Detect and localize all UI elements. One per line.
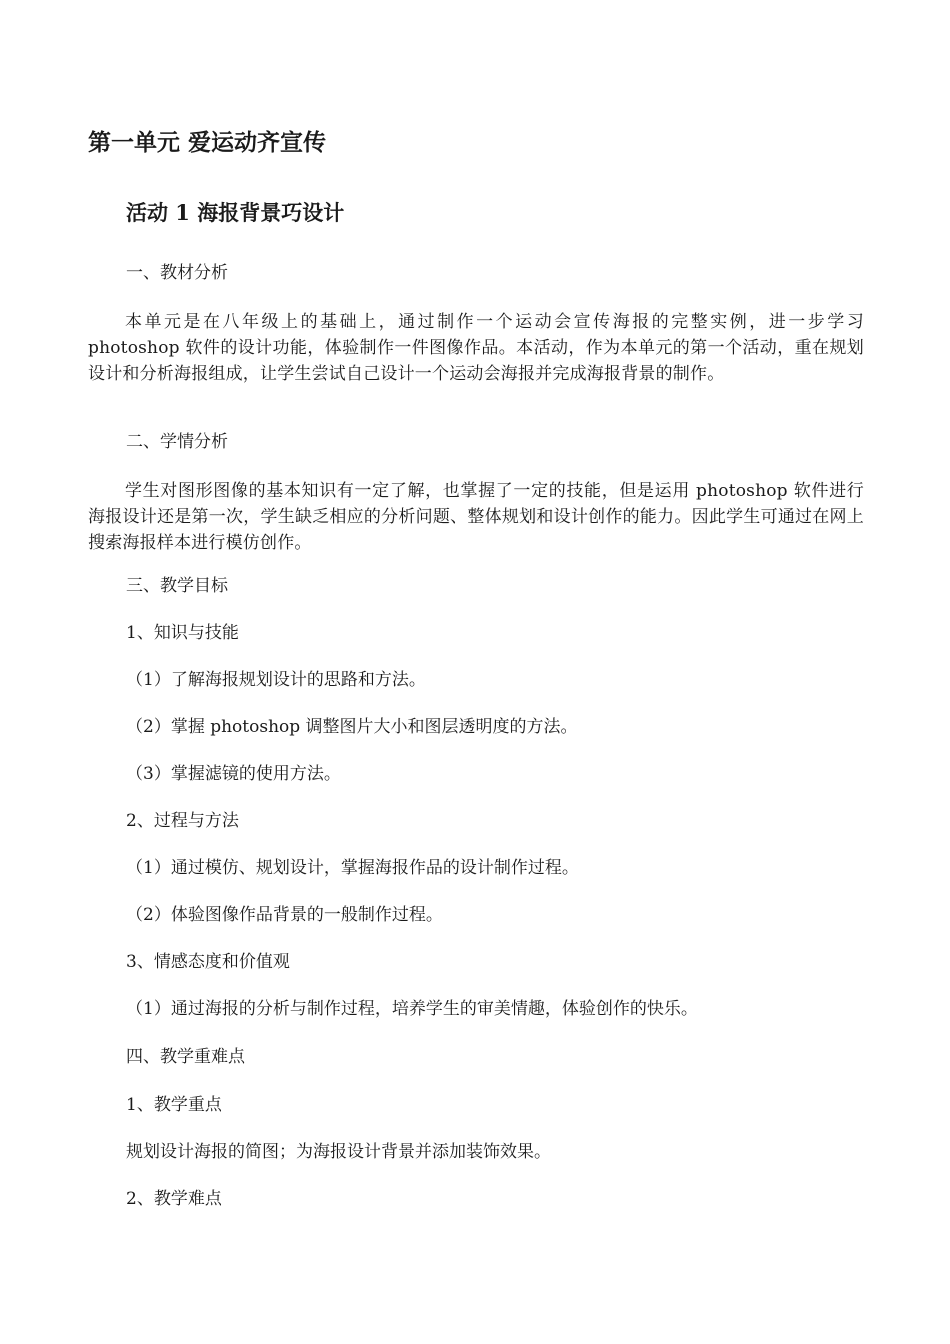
list-item: （2）掌握 photoshop 调整图片大小和图层透明度的方法。: [126, 717, 578, 737]
key-points-text: 规划设计海报的简图；为海报设计背景并添加装饰效果。: [126, 1142, 551, 1162]
subheading-knowledge-skills: 1、知识与技能: [126, 623, 239, 643]
section-heading-key-difficult-points: 四、教学重难点: [126, 1047, 245, 1067]
section-heading-textbook-analysis: 一、教材分析: [126, 263, 228, 283]
section-heading-teaching-goals: 三、教学目标: [126, 576, 228, 596]
unit-title: 第一单元 爱运动齐宣传: [88, 129, 327, 156]
subheading-attitude-values: 3、情感态度和价值观: [126, 952, 290, 972]
section-heading-student-analysis: 二、学情分析: [126, 432, 228, 452]
list-item: （1）通过模仿、规划设计，掌握海报作品的设计制作过程。: [126, 858, 579, 878]
subheading-key-points: 1、教学重点: [126, 1095, 222, 1115]
list-item: （1）了解海报规划设计的思路和方法。: [126, 670, 426, 690]
textbook-analysis-paragraph: 本单元是在八年级上的基础上，通过制作一个运动会宣传海报的完整实例，进一步学习 photoshop 软件的设计功能，体验制作一件图像作品。本活动，作为本单元的第一个活动，重在规划设计和分析海报组成，让学生尝试自己设计一个运动会海报并完成海报背景的制作。: [88, 312, 864, 384]
list-item: （1）通过海报的分析与制作过程，培养学生的审美情趣，体验创作的快乐。: [126, 999, 698, 1019]
subheading-process-methods: 2、过程与方法: [126, 811, 239, 831]
activity-title: 活动 1 海报背景巧设计: [126, 200, 345, 225]
subheading-difficult-points: 2、教学难点: [126, 1189, 222, 1209]
list-item: （3）掌握滤镜的使用方法。: [126, 764, 341, 784]
student-analysis-paragraph: 学生对图形图像的基本知识有一定了解，也掌握了一定的技能，但是运用 photoshop 软件进行海报设计还是第一次，学生缺乏相应的分析问题、整体规划和设计创作的能力。因此学生可通过在网上搜索海报样本进行模仿创作。: [88, 481, 864, 553]
list-item: （2）体验图像作品背景的一般制作过程。: [126, 905, 443, 925]
